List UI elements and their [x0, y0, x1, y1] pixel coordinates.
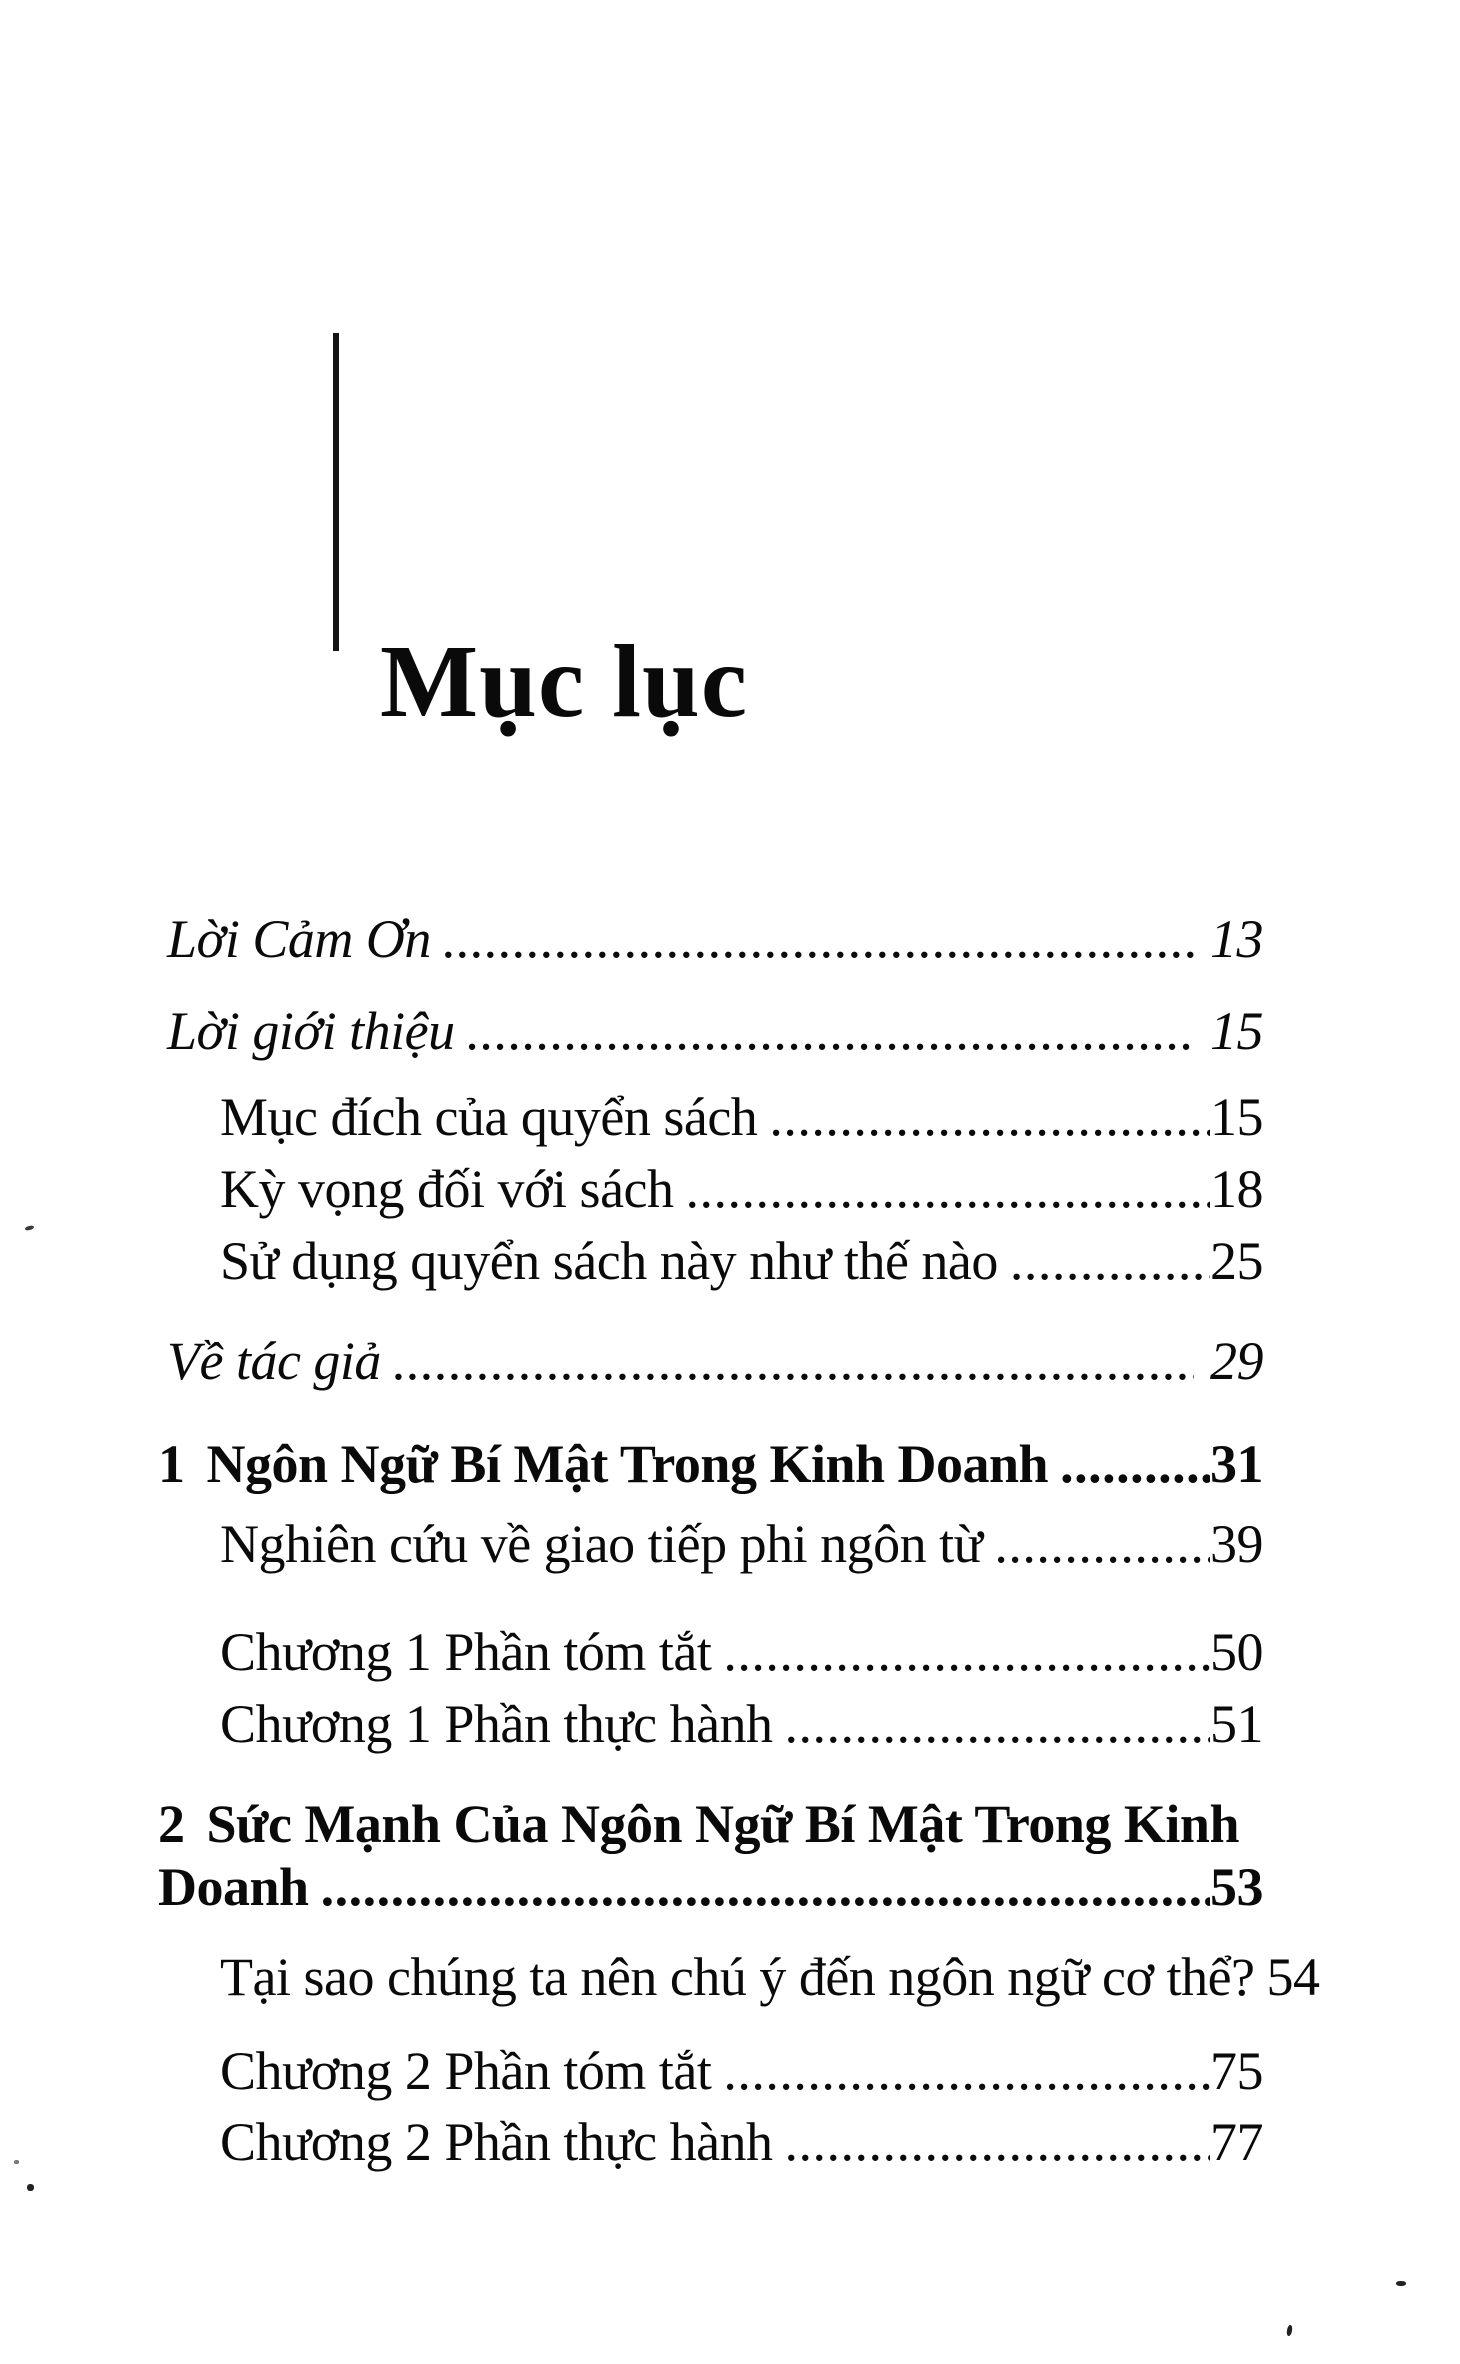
dotted-leader [994, 1517, 1210, 1571]
toc-entry-label: Tại sao chúng ta nên chú ý đến ngôn ngữ cơ thể? [220, 1947, 1255, 2007]
scan-speck [27, 2184, 34, 2191]
toc-entry [220, 1947, 1320, 2007]
toc-entry-label: Về tác giả [167, 1331, 381, 1391]
toc-page-number: 77 [1210, 2112, 1263, 2172]
dotted-leader [443, 912, 1194, 966]
dotted-leader [321, 1860, 1210, 1914]
toc-entry [158, 1434, 1263, 1494]
toc-page-number: 51 [1210, 1694, 1263, 1754]
toc-entry [220, 1087, 1263, 1147]
toc-entry-label: Lời Cảm Ơn [167, 909, 431, 969]
page-title: Mục lục [380, 623, 749, 739]
toc-page-number: 25 [1210, 1231, 1263, 1291]
toc-entry [220, 1231, 1263, 1291]
dotted-leader [769, 1090, 1210, 1144]
dotted-leader [785, 1697, 1210, 1751]
toc-entry-label: Ngôn Ngữ Bí Mật Trong Kinh Doanh [206, 1434, 1049, 1494]
toc-page-number: 15 [1210, 1087, 1263, 1147]
toc-entry-label: Kỳ vọng đối với sách [220, 1159, 674, 1219]
dotted-leader [785, 2115, 1210, 2169]
toc-page-number: 54 [1266, 1947, 1320, 2007]
dotted-leader [686, 1162, 1210, 1216]
toc-entry [158, 1857, 1263, 1917]
toc-entry [167, 1331, 1263, 1391]
toc-entry [167, 909, 1263, 969]
toc-entry-label: Nghiên cứu về giao tiếp phi ngôn từ [220, 1514, 983, 1574]
toc-entry-label: Chương 2 Phần thực hành [220, 2112, 773, 2172]
toc-page-number: 53 [1210, 1857, 1263, 1917]
toc-entry-label: Chương 1 Phần thực hành [220, 1694, 773, 1754]
toc-page-number: 39 [1210, 1514, 1263, 1574]
scan-speck [25, 1225, 35, 1231]
toc-entry-label: Chương 1 Phần tóm tắt [220, 1622, 712, 1682]
toc-page-number: 13 [1210, 909, 1263, 969]
toc-entry [220, 2112, 1263, 2172]
toc-entry-label: Doanh [158, 1857, 309, 1917]
toc-entry-label: Lời giới thiệu [167, 1001, 455, 1061]
toc-chapter-number: 2 [158, 1794, 185, 1854]
dotted-leader [467, 1004, 1194, 1058]
toc-page-number: 18 [1210, 1159, 1263, 1219]
scan-speck [1286, 2325, 1293, 2337]
dotted-leader [1060, 1437, 1210, 1491]
toc-entry [220, 1622, 1263, 1682]
toc-entry [158, 1794, 1263, 1854]
dotted-leader [393, 1334, 1194, 1388]
dotted-leader [723, 2044, 1210, 2098]
toc-page-number: 50 [1210, 1622, 1263, 1682]
toc-entry-label: Sức Mạnh Của Ngôn Ngữ Bí Mật Trong Kinh [206, 1794, 1239, 1854]
dotted-leader [1010, 1234, 1210, 1288]
scan-speck [1396, 2281, 1406, 2286]
toc-page-number: 31 [1210, 1434, 1263, 1494]
dotted-leader [723, 1625, 1210, 1679]
toc-entry-label: Mục đích của quyển sách [220, 1087, 758, 1147]
scan-speck [14, 2160, 19, 2164]
toc-page-number: 29 [1210, 1331, 1263, 1391]
toc-entry [167, 1001, 1263, 1061]
toc-entry-label: Sử dụng quyển sách này như thế nào [220, 1231, 998, 1291]
toc-entry [220, 1514, 1263, 1574]
toc-page-number: 15 [1210, 1001, 1263, 1061]
toc-page-number: 75 [1210, 2041, 1263, 2101]
toc-chapter-number: 1 [158, 1434, 185, 1494]
toc-entry [220, 1694, 1263, 1754]
toc-entry-label: Chương 2 Phần tóm tắt [220, 2041, 712, 2101]
toc-entry [220, 2041, 1263, 2101]
toc-entry [220, 1159, 1263, 1219]
title-accent-bar [333, 333, 339, 651]
